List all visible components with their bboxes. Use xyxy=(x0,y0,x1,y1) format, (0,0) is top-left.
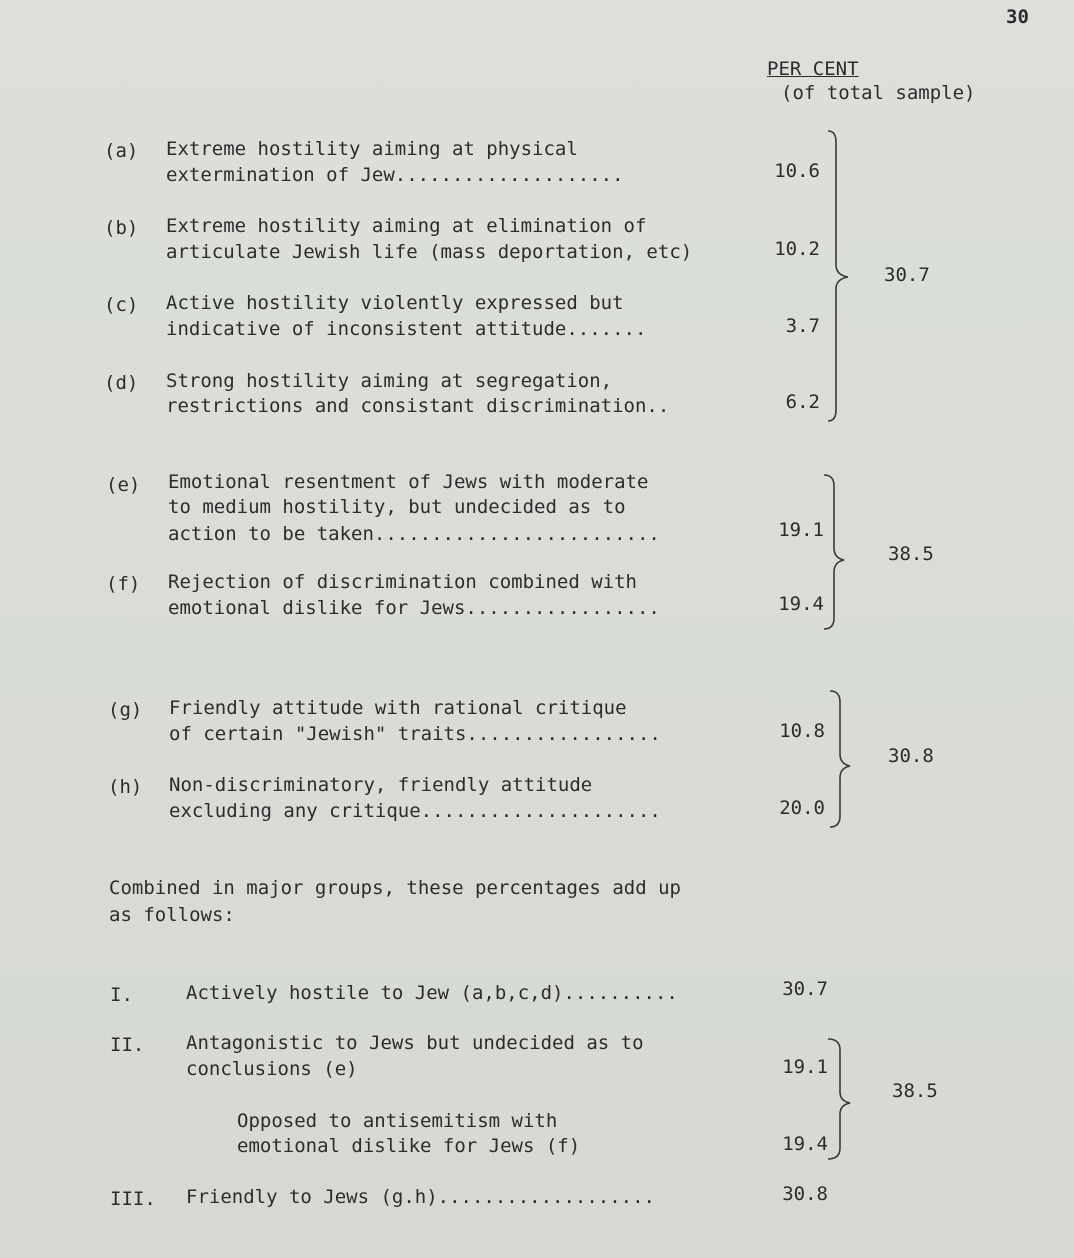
bracket-group-ii xyxy=(826,1038,856,1164)
summary-intro-line: as follows: xyxy=(109,904,235,926)
group-numeral: II. xyxy=(110,1034,145,1056)
item-value: 10.8 xyxy=(779,720,825,742)
item-letter: (d) xyxy=(104,372,139,394)
group-text-line: Antagonistic to Jews but undecided as to xyxy=(186,1032,644,1054)
column-header-subtitle: (of total sample) xyxy=(781,82,976,104)
item-text-line: Active hostility violently expressed but xyxy=(166,292,624,314)
item-text-line: to medium hostility, but undecided as to xyxy=(168,496,626,518)
item-text-line: Extreme hostility aiming at elimination of xyxy=(166,215,647,237)
item-value: 19.1 xyxy=(778,519,824,541)
item-letter: (b) xyxy=(104,217,139,239)
subgroup-text-line: Opposed to antisemitism with xyxy=(237,1110,558,1132)
group-text-line: conclusions (e) xyxy=(186,1058,358,1080)
summary-intro-line: Combined in major groups, these percentages add up xyxy=(109,877,681,899)
group-value: 19.1 xyxy=(782,1056,828,1078)
item-text-line: Rejection of discrimination combined with xyxy=(168,571,637,593)
bracket-group-2 xyxy=(822,474,852,634)
item-value: 10.2 xyxy=(774,238,820,260)
group-total: 30.7 xyxy=(884,264,930,286)
bracket-group-3 xyxy=(828,690,858,832)
item-text-line: indicative of inconsistent attitude....... xyxy=(166,318,647,340)
item-text-line: excluding any critique..................... xyxy=(169,800,661,822)
item-value: 6.2 xyxy=(785,391,820,413)
item-letter: (a) xyxy=(104,140,139,162)
group-total: 38.5 xyxy=(888,543,934,565)
item-text-line: restrictions and consistant discrimination.. xyxy=(166,395,670,417)
item-text-line: Emotional resentment of Jews with moderate xyxy=(168,471,649,493)
bracket-group-1 xyxy=(826,130,856,425)
group-text-line: Friendly to Jews (g.h)................... xyxy=(186,1186,655,1208)
item-text-line: action to be taken......................... xyxy=(168,523,660,545)
subgroup-text-line: emotional dislike for Jews (f) xyxy=(237,1135,581,1157)
group-total: 30.8 xyxy=(888,745,934,767)
item-text-line: Friendly attitude with rational critique xyxy=(169,697,627,719)
item-value: 19.4 xyxy=(778,593,824,615)
group-numeral: III. xyxy=(110,1188,156,1210)
item-letter: (f) xyxy=(106,573,141,595)
item-text-line: emotional dislike for Jews................. xyxy=(168,597,660,619)
item-letter: (h) xyxy=(108,776,143,798)
page-number: 30 xyxy=(1006,6,1029,28)
group-numeral: I. xyxy=(110,984,133,1006)
item-text-line: of certain "Jewish" traits................. xyxy=(169,723,661,745)
item-value: 10.6 xyxy=(774,160,820,182)
item-value: 20.0 xyxy=(779,797,825,819)
group-value: 30.7 xyxy=(782,978,828,1000)
item-text-line: Extreme hostility aiming at physical xyxy=(166,138,578,160)
item-text-line: articulate Jewish life (mass deportation, etc) xyxy=(166,241,693,263)
item-letter: (c) xyxy=(104,294,139,316)
item-letter: (e) xyxy=(106,474,141,496)
subgroup-value: 19.4 xyxy=(782,1133,828,1155)
item-text-line: extermination of Jew.................... xyxy=(166,164,624,186)
item-text-line: Non-discriminatory, friendly attitude xyxy=(169,774,593,796)
item-text-line: Strong hostility aiming at segregation, xyxy=(166,370,613,392)
group-total: 38.5 xyxy=(892,1080,938,1102)
group-text-line: Actively hostile to Jew (a,b,c,d).......... xyxy=(186,982,678,1004)
item-value: 3.7 xyxy=(785,315,820,337)
item-letter: (g) xyxy=(108,699,143,721)
column-header-percent: PER CENT xyxy=(767,58,859,80)
group-value: 30.8 xyxy=(782,1183,828,1205)
